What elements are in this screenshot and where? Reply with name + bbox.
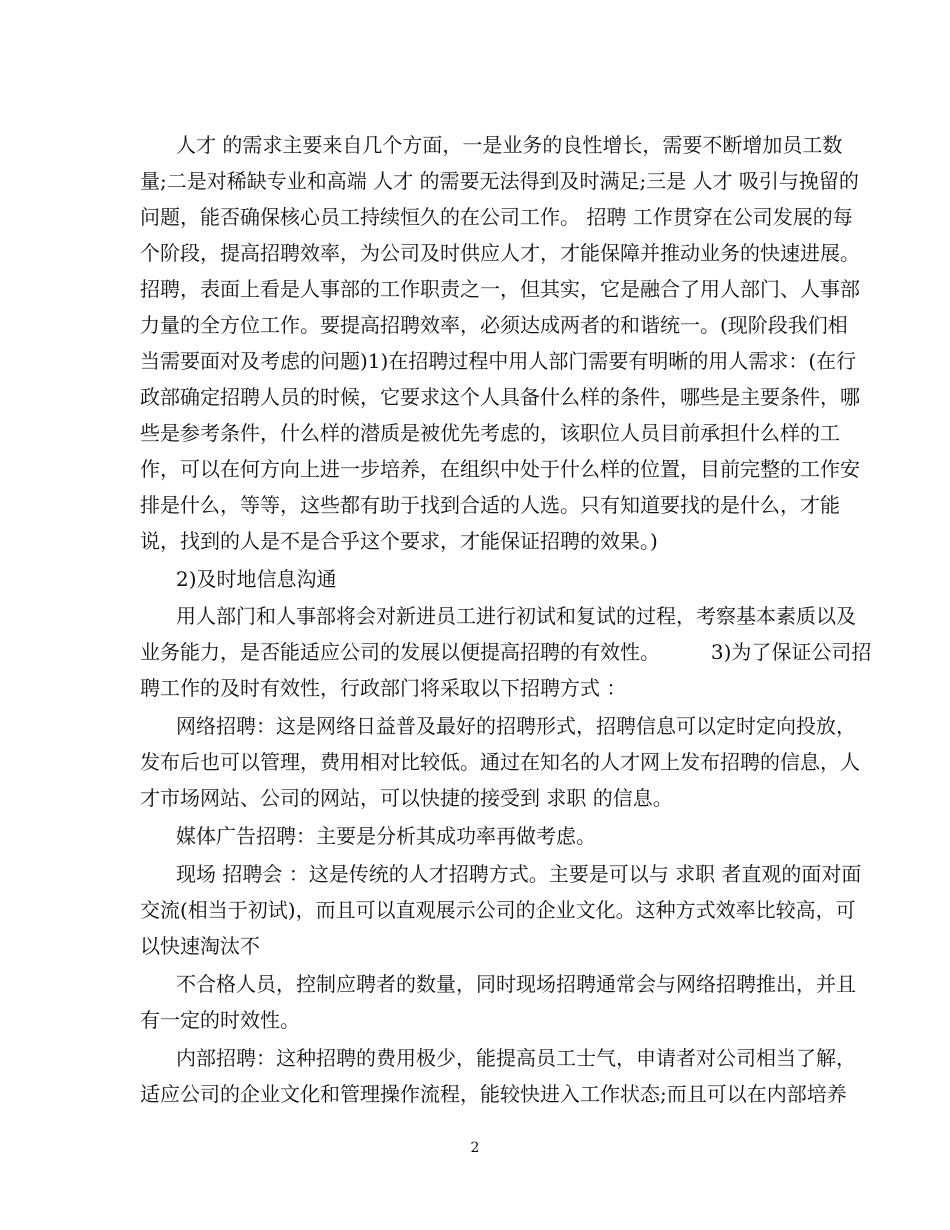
text-line: 政部确定招聘人员的时候，它要求这个人具备什么样的条件，哪些是主要条件，哪 (140, 385, 860, 409)
text-line: 力量的全方位工作。要提高招聘效率，必须达成两者的和谐统一。(现阶段我们相 (140, 313, 848, 337)
text-line: 以快速淘汰不 (140, 934, 260, 958)
text-line: 网络招聘：这是网络日益普及最好的招聘形式，招聘信息可以定时定向投放， (176, 714, 856, 738)
text-line: 现场 招聘会 ：这是传统的人才招聘方式。主要是可以与 求职 者直观的面对面 (176, 862, 862, 886)
text-line: 不合格人员，控制应聘者的数量，同时现场招聘通常会与网络招聘推出，并且 (176, 972, 856, 996)
text-line: 业务能力，是否能适应公司的发展以便提高招聘的有效性。 3)为了保证公司招 (140, 640, 872, 664)
text-line: 当需要面对及考虑的问题)1)在招聘过程中用人部门需要有明晰的用人需求：(在行 (140, 349, 857, 373)
text-line: 量;二是对稀缺专业和高端 人才 的需要无法得到及时满足;三是 人才 吸引与挽留的 (140, 169, 859, 193)
text-line: 些是参考条件，什么样的潜质是被优先考虑的，该职位人员目前承担什么样的工 (140, 421, 840, 445)
text-line: 有一定的时效性。 (140, 1008, 300, 1032)
text-line: 交流(相当于初试)，而且可以直观展示公司的企业文化。这种方式效率比较高，可 (140, 898, 856, 922)
text-line: 聘工作的及时有效性，行政部门将采取以下招聘方式 ： (140, 676, 627, 700)
text-line: 发布后也可以管理，费用相对比较低。通过在知名的人才网上发布招聘的信息，人 (140, 750, 860, 774)
text-line: 招聘，表面上看是人事部的工作职责之一，但其实，它是融合了用人部门、人事部 (140, 277, 860, 301)
text-line: 才市场网站、公司的网站，可以快捷的接受到 求职 的信息。 (140, 786, 673, 810)
page-number: 2 (470, 1140, 480, 1156)
text-line: 适应公司的企业文化和管理操作流程，能较快进入工作状态;而且可以在内部培养 (140, 1082, 847, 1106)
text-line: 个阶段，提高招聘效率，为公司及时供应人才，才能保障并推动业务的快速进展。 (140, 241, 860, 265)
text-line: 排是什么，等等，这些都有助于找到合适的人选。只有知道要找的是什么，才能 (140, 493, 840, 517)
text-line: 人才 的需求主要来自几个方面，一是业务的良性增长，需要不断增加员工数 (176, 133, 843, 157)
text-line: 作，可以在何方向上进一步培养，在组织中处于什么样的位置，目前完整的工作安 (140, 457, 860, 481)
text-line: 用人部门和人事部将会对新进员工进行初试和复试的过程，考察基本素质以及 (176, 604, 856, 628)
text-line: 2)及时地信息沟通 (176, 567, 337, 591)
text-line: 内部招聘：这种招聘的费用极少，能提高员工士气，申请者对公司相当了解， (176, 1046, 856, 1070)
text-line: 媒体广告招聘：主要是分析其成功率再做考虑。 (176, 824, 596, 848)
text-line: 问题，能否确保核心员工持续恒久的在公司工作。 招聘 工作贯穿在公司发展的每 (140, 205, 853, 229)
text-line: 说，找到的人是不是合乎这个要求，才能保证招聘的效果。) (140, 529, 658, 553)
